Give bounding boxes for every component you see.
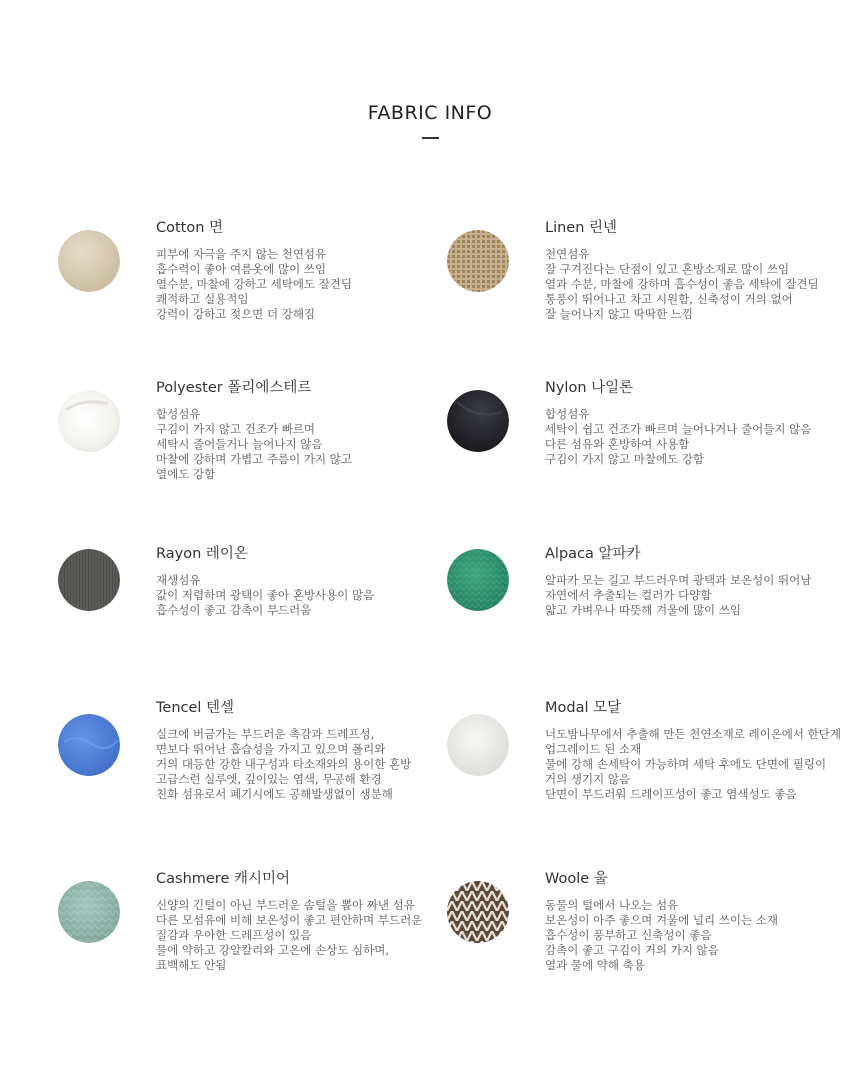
fabric-description [156,247,352,322]
description-line: 피부에 자극을 주지 않는 천연섬유 [156,247,327,261]
description-line: 동물의 털에서 나오는 섬유 [545,898,679,912]
description-line: 잘 구겨진다는 단점이 있고 혼방소재로 많이 쓰임 [545,262,790,276]
description-line: 얇고 가벼우나 따뜻해 겨울에 많이 쓰임 [545,603,742,617]
description-line: 구김이 가지 않고 건조가 빠르며 [156,422,316,436]
description-line: 거의 대등한 강한 내구성과 타소재와의 용이한 혼방 [156,757,412,771]
fabric-description [156,573,374,618]
description-line: 물에 강해 손세탁이 가능하며 세탁 후에도 단면에 필링이 [545,757,827,771]
description-line: 합성섬유 [156,407,201,421]
description-line: 감촉이 좋고 구김이 거의 가지 않음 [545,943,719,957]
fabric-name: Rayon 레이온 [156,546,248,562]
fabric-name: Polyester 폴리에스테르 [156,380,312,396]
wool-swatch [447,881,509,943]
fabric-name: Alpaca 알파카 [545,546,641,562]
description-line: 실크에 버금가는 부드러운 촉감과 드레프성, [156,727,375,741]
title-underline [422,137,439,139]
description-line: 잘 늘어나지 않고 딱딱한 느낌 [545,307,693,321]
fabric-description [545,727,841,802]
fabric-description [156,898,422,973]
description-line: 거의 생기지 않음 [545,772,631,786]
fabric-description [545,247,819,322]
alpaca-swatch [447,549,509,611]
fabric-name: Woole 울 [545,871,608,887]
description-line: 업그레이드 된 소재 [545,742,642,756]
description-line: 재생섬유 [156,573,201,587]
description-line: 면보다 뛰어난 흡습성을 가지고 있으며 폴리와 [156,742,386,756]
fabric-description [156,727,411,802]
fabric-description [545,573,811,618]
description-line: 고급스런 실루엣, 깊이있는 염색, 무공해 환경 [156,772,382,786]
fabric-item-tencel [58,696,438,816]
fabric-name: Cashmere 캐시미어 [156,871,291,887]
fabric-item-linen [447,216,827,336]
description-line: 다른 섬유와 혼방하여 사용함 [545,437,690,451]
fabric-item-nylon [447,376,827,496]
description-line: 마찰에 강하며 가볍고 주름이 가지 않고 [156,452,353,466]
description-line: 열과 물에 약해 축용 [545,958,645,972]
fabric-name: Tencel 텐셀 [156,700,235,716]
modal-swatch [447,714,509,776]
polyester-swatch [58,390,120,452]
fabric-name: Nylon 나일론 [545,380,634,396]
description-line: 열수분, 마찰에 강하고 세탁에도 잘견딤 [156,277,353,291]
description-line: 물에 약하고 강알칼리와 고온에 손상도 심하며, [156,943,390,957]
fabric-item-cashmere [58,867,438,987]
description-line: 세탁시 줄어들거나 늘어나지 않음 [156,437,323,451]
description-line: 보온성이 아주 좋으며 겨울에 널리 쓰이는 소재 [545,913,779,927]
description-line: 세탁이 쉽고 건조가 빠르며 늘어나거나 줄어들지 않음 [545,422,812,436]
fabric-item-wool [447,867,827,987]
fabric-description [545,898,778,973]
fabric-item-alpaca [447,542,827,662]
fabric-name: Cotton 면 [156,220,224,236]
fabric-name: Modal 모달 [545,700,622,716]
description-line: 열에도 강함 [156,467,216,481]
description-line: 흡수성이 좋고 감촉이 부드러움 [156,603,312,617]
description-line: 강력이 강하고 젖으면 더 강해짐 [156,307,316,321]
fabric-item-modal [447,696,841,816]
description-line: 표백해도 안됨 [156,958,227,972]
description-line: 친화 섬유로서 폐기시에도 공해발생없이 생분해 [156,787,393,801]
description-line: 너도밤나무에서 추출해 만든 천연소재로 레이온에서 한단계 [545,727,841,741]
description-line: 질감과 우아한 드레프성이 있음 [156,928,312,942]
description-line: 천연섬유 [545,247,590,261]
cotton-swatch [58,230,120,292]
description-line: 흡수성이 풍부하고 신축성이 좋음 [545,928,712,942]
fabric-description [545,407,811,467]
cashmere-swatch [58,881,120,943]
page-title: FABRIC INFO [367,102,493,124]
description-line: 단면이 부드러워 드레이프성이 좋고 염색성도 좋음 [545,787,797,801]
description-line: 알파카 모는 길고 부드러우며 광택과 보온성이 뛰어남 [545,573,812,587]
description-line: 쾌적하고 실용적임 [156,292,249,306]
description-line: 구김이 가지 않고 마찰에도 강함 [545,452,705,466]
description-line: 다른 모섬유에 비해 보온성이 좋고 편안하며 부드러운 [156,913,423,927]
fabric-description [156,407,352,482]
fabric-item-rayon [58,542,438,662]
description-line: 합성섬유 [545,407,590,421]
description-line: 열과 수분, 마찰에 강하며 흡수성이 좋음 세탁에 잘견딤 [545,277,819,291]
description-line: 자연에서 추출되는 컬러가 다양함 [545,588,712,602]
description-line: 값이 저렴하며 광택이 좋아 혼방사용이 많음 [156,588,375,602]
fabric-name: Linen 린넨 [545,220,618,236]
description-line: 흡수력이 좋아 여름옷에 많이 쓰임 [156,262,327,276]
fabric-item-polyester [58,376,438,496]
description-line: 통풍이 뛰어나고 차고 시원함, 신축성이 거의 없어 [545,292,793,306]
linen-swatch [447,230,509,292]
description-line: 신양의 긴털이 아닌 부드러운 솜털을 뽑아 짜낸 섬유 [156,898,415,912]
tencel-swatch [58,714,120,776]
fabric-item-cotton [58,216,438,336]
nylon-swatch [447,390,509,452]
rayon-swatch [58,549,120,611]
